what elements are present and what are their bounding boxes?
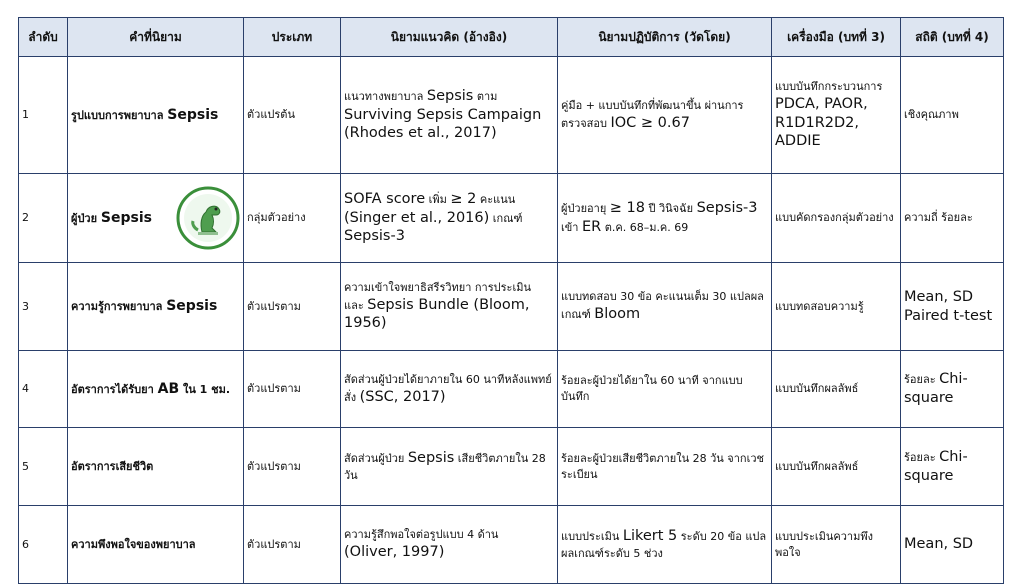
operational-english: Sepsis-3 — [696, 200, 758, 217]
table-row — [19, 263, 1004, 351]
concept-thai: แนวทางพยาบาล — [344, 89, 427, 103]
instrument-thai: แบบบันทึกกระบวนการ — [775, 79, 883, 93]
header-term: คำที่นิยาม — [68, 18, 244, 57]
operational-english: ≥ 18 — [609, 200, 645, 217]
statistics-thai: ร้อยละ — [904, 450, 940, 464]
cell-instrument — [772, 57, 901, 174]
concept-english: Sepsis-3 — [344, 228, 405, 245]
concept-english: Sepsis — [426, 87, 474, 104]
cell-instrument: แบบทดสอบความรู้ — [772, 263, 901, 351]
cell-operational: ร้อยละผู้ป่วยได้ยาใน 60 นาที จากแบบบันทึก — [558, 351, 772, 428]
cell-term — [68, 174, 244, 263]
concept-thai: ความรู้สึกพอใจต่อรูปแบบ 4 ด้าน — [344, 528, 499, 542]
cell-order: 1 — [19, 57, 68, 174]
concept-thai: เพิ่ม — [425, 192, 451, 206]
operational-english: ER — [581, 219, 602, 235]
term-thai: ความรู้การพยาบาล — [71, 300, 167, 314]
cell-term — [68, 263, 244, 351]
cell-concept — [341, 174, 558, 263]
header-operational-definition: นิยามปฏิบัติการ (วัดโดย) — [558, 18, 772, 57]
header-order: ลำดับ — [19, 18, 68, 57]
cell-type: ตัวแปรตาม — [244, 428, 341, 506]
concept-english: Sepsis Bundle (Bloom, 1956) — [344, 296, 530, 332]
cell-instrument: แบบบันทึกผลลัพธ์ — [772, 428, 901, 506]
operational-thai: ผู้ป่วยอายุ — [561, 202, 610, 216]
cell-statistics: Mean, SD — [901, 506, 1004, 584]
concept-thai: ความเข้าใจพยาธิสรีรวิทยา การประเมิน และ — [344, 280, 531, 312]
statistics-english: Chi-square — [904, 448, 968, 484]
cell-operational: ร้อยละผู้ป่วยเสียชีวิตภายใน 28 วัน จากเวชระเบียน — [558, 428, 772, 506]
cell-order: 3 — [19, 263, 68, 351]
cell-term: อัตราการเสียชีวิต — [68, 428, 244, 506]
statistics-english: Chi-square — [904, 371, 968, 406]
table-row — [19, 174, 1004, 263]
cell-statistics: ความถี่ ร้อยละ — [901, 174, 1004, 263]
cell-operational — [558, 57, 772, 174]
operational-thai: ระดับ 20 ข้อ แปลผลเกณฑ์ระดับ 5 ช่วง — [561, 530, 767, 560]
cell-order: 6 — [19, 506, 68, 584]
cell-order: 5 — [19, 428, 68, 506]
operational-english: IOC ≥ 0.67 — [610, 114, 690, 131]
operational-thai: เข้า — [561, 221, 582, 234]
term-english: Sepsis — [167, 106, 219, 123]
operational-thai: แบบทดสอบ 30 ข้อ คะแนนเต็ม 30 แปลผลเกณฑ์ — [561, 290, 764, 322]
concept-english: Sepsis — [407, 450, 455, 467]
cell-type: ตัวแปรตาม — [244, 263, 341, 351]
operational-thai: คู่มือ + แบบบันทึกที่พัฒนาขึ้น ผ่านการตรวจสอบ — [561, 98, 744, 130]
cell-operational — [558, 174, 772, 263]
concept-english: ≥ 2 — [450, 190, 477, 207]
statistics-thai: ร้อยละ — [904, 373, 940, 387]
table-row — [19, 506, 1004, 584]
cell-instrument: แบบประเมินความพึงพอใจ — [772, 506, 901, 584]
cell-term — [68, 57, 244, 174]
cell-operational — [558, 506, 772, 584]
header-type: ประเภท — [244, 18, 341, 57]
cell-type: ตัวแปรตาม — [244, 351, 341, 428]
header-instrument: เครื่องมือ (บทที่ 3) — [772, 18, 901, 57]
cell-order: 2 — [19, 174, 68, 263]
term-thai: ผู้ป่วย — [71, 211, 101, 225]
cell-type: กลุ่มตัวอย่าง — [244, 174, 341, 263]
table-header-row — [19, 18, 1004, 57]
operational-english: Likert 5 — [622, 528, 678, 545]
operational-definitions-table — [18, 17, 1004, 584]
concept-thai: สัดส่วนผู้ป่วย — [344, 452, 408, 466]
cell-statistics: เชิงคุณภาพ — [901, 57, 1004, 174]
cell-statistics — [901, 351, 1004, 428]
cell-term: ความพึงพอใจของพยาบาล — [68, 506, 244, 584]
cell-instrument: แบบบันทึกผลลัพธ์ — [772, 351, 901, 428]
concept-english: SOFA score — [344, 190, 426, 207]
cell-instrument: แบบคัดกรองกลุ่มตัวอย่าง — [772, 174, 901, 263]
cell-order: 4 — [19, 351, 68, 428]
cell-concept — [341, 506, 558, 584]
instrument-english: PDCA, PAOR, R1D1R2D2, ADDIE — [775, 95, 868, 150]
term-thai: อัตราการได้รับยา — [71, 382, 158, 396]
operational-thai: ปี วินิจฉัย — [645, 202, 697, 216]
concept-thai: เกณฑ์ — [489, 211, 523, 225]
table-row — [19, 428, 1004, 506]
concept-english: (Singer et al., 2016) — [344, 209, 490, 226]
concept-thai: คะแนน — [476, 192, 516, 206]
concept-english: (Oliver, 1997) — [344, 544, 445, 561]
cell-operational — [558, 263, 772, 351]
cell-concept — [341, 428, 558, 506]
cell-concept — [341, 57, 558, 174]
concept-english: (SSC, 2017) — [359, 388, 446, 405]
cell-type: ตัวแปรต้น — [244, 57, 341, 174]
cell-statistics: Mean, SD Paired t-test — [901, 263, 1004, 351]
cell-concept — [341, 263, 558, 351]
term-thai: ใน 1 ชม. — [179, 382, 231, 396]
term-english: Sepsis — [100, 209, 152, 226]
table-row — [19, 351, 1004, 428]
cell-term — [68, 351, 244, 428]
operational-thai: แบบประเมิน — [561, 530, 623, 544]
cell-concept — [341, 351, 558, 428]
term-thai: รูปแบบการพยาบาล — [71, 108, 168, 122]
table-row — [19, 57, 1004, 174]
cell-statistics — [901, 428, 1004, 506]
definitions-table-container — [18, 17, 1004, 584]
concept-thai: ตาม — [473, 89, 498, 103]
operational-english: Bloom — [594, 306, 641, 323]
header-statistics: สถิติ (บทที่ 4) — [901, 18, 1004, 57]
term-english: AB — [157, 380, 180, 397]
cell-type: ตัวแปรตาม — [244, 506, 341, 584]
concept-thai: เสียชีวิตภายใน 28 วัน — [344, 452, 546, 482]
term-english: Sepsis — [166, 298, 218, 315]
concept-thai: สัดส่วนผู้ป่วยได้ยาภายใน 60 นาทีหลังแพทย์สั่ง — [344, 372, 552, 404]
dinosaur-logo-icon — [176, 186, 240, 250]
concept-english: Surviving Sepsis Campaign (Rhodes et al., 2017) — [344, 106, 542, 142]
header-conceptual-definition: นิยามแนวคิด (อ้างอิง) — [341, 18, 558, 57]
operational-thai: ต.ค. 68–ม.ค. 69 — [601, 221, 689, 234]
